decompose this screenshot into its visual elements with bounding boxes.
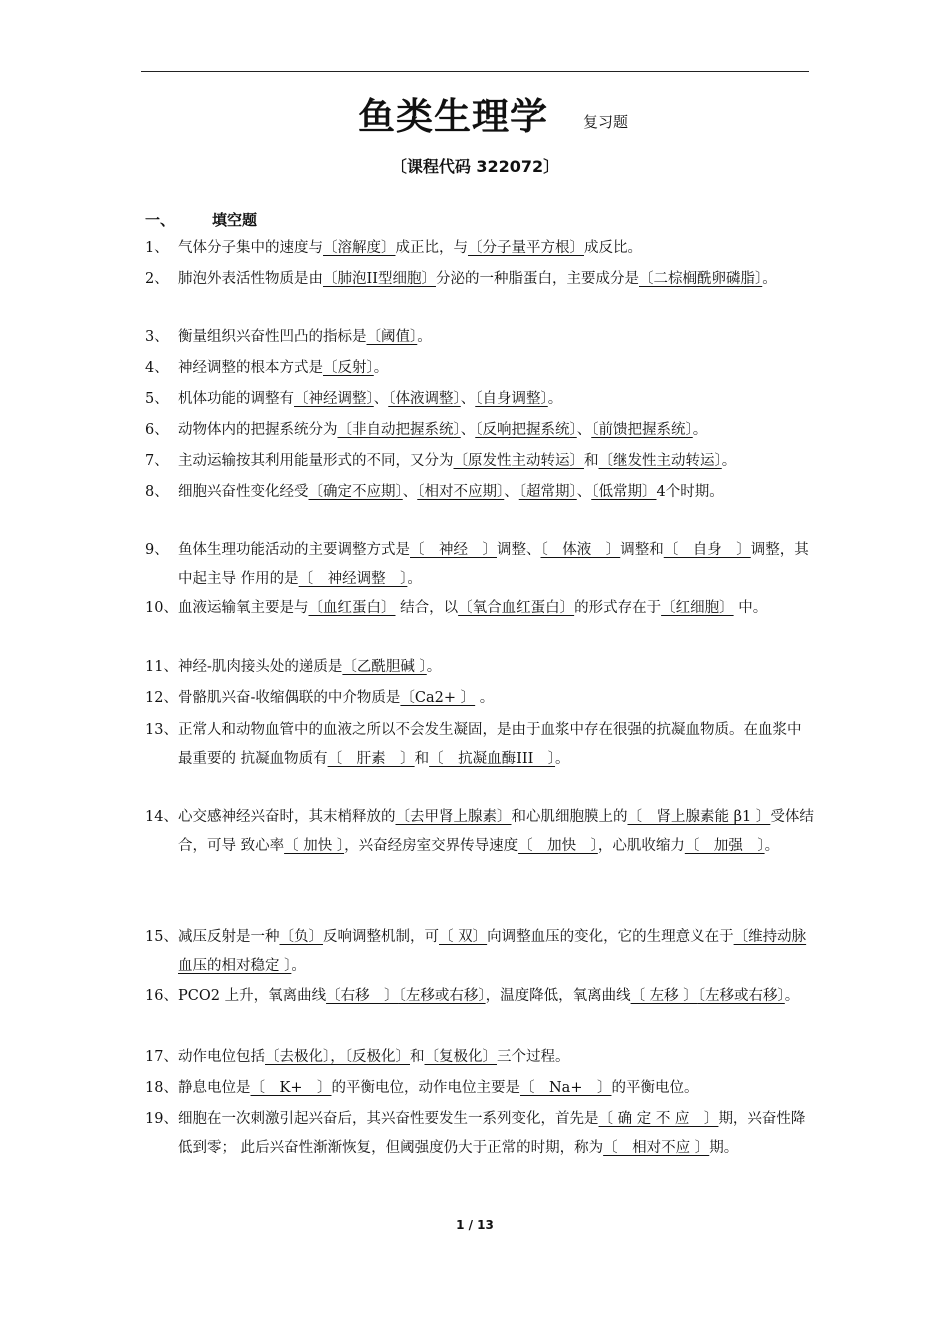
- question-item: [145, 416, 815, 445]
- answer-blank: 〔 自身 〕: [663, 542, 751, 558]
- answer-blank: 〔Ca2+ 〕: [400, 690, 476, 706]
- question-fragment: 。: [373, 360, 389, 376]
- answer-blank: 〔自身调整〕: [475, 391, 548, 407]
- question-number: 11、: [145, 659, 178, 675]
- answer-blank: 〔肺泡II型细胞〕: [323, 271, 436, 287]
- answer-blank: 〔氧合血红蛋白〕: [458, 600, 575, 616]
- question-fragment: 调整和: [620, 542, 664, 558]
- question-fragment: ，温度降低，氧离曲线: [485, 988, 631, 1004]
- question-fragment: 的平衡电位，动作电位主要是: [331, 1080, 520, 1096]
- question-text: [178, 1043, 815, 1072]
- question-fragment: 调整、: [497, 542, 541, 558]
- question-item: [145, 447, 815, 476]
- question-fragment: 神经调整的根本方式是: [178, 360, 323, 376]
- answer-blank: 〔分子量平方根〕: [468, 240, 584, 256]
- answer-blank: 〔 加快 〕: [518, 838, 598, 854]
- question-fragment: 和: [410, 1049, 425, 1065]
- question-item: [145, 803, 815, 861]
- question-number: 1、: [145, 240, 169, 256]
- question-fragment: 期。: [709, 1140, 739, 1156]
- question-fragment: 心交感神经兴奋时，其末梢释放的: [178, 809, 396, 825]
- answer-blank: 〔溶解度〕: [323, 240, 396, 256]
- answer-blank: 〔 双〕: [439, 929, 488, 945]
- question-fragment: 细胞在一次刺激引起兴奋后，其兴奋性要发生一系列变化，首先是: [178, 1111, 599, 1127]
- question-item: [145, 354, 815, 383]
- question-text: [178, 594, 815, 623]
- question-item: [145, 1105, 815, 1163]
- question-item: [145, 1074, 815, 1103]
- question-number: 12、: [145, 690, 178, 706]
- answer-blank: 〔维持动脉血压的相对稳定 〕: [178, 929, 807, 974]
- question-number: 6、: [145, 422, 169, 438]
- answer-blank: 〔乙酰胆碱 〕: [342, 659, 427, 675]
- question-fragment: 动作电位包括: [178, 1049, 265, 1065]
- question-fragment: 静息电位是: [178, 1080, 251, 1096]
- question-number: 7、: [145, 453, 169, 469]
- question-fragment: 成正比，与: [395, 240, 468, 256]
- question-item: [145, 385, 815, 414]
- question-fragment: 细胞兴奋性变化经受: [178, 484, 309, 500]
- question-item: [145, 536, 815, 594]
- question-number: 9、: [145, 542, 169, 558]
- question-fragment: 机体功能的调整有: [178, 391, 294, 407]
- question-text: [178, 803, 815, 861]
- question-number: 15、: [145, 929, 178, 945]
- question-fragment: 。: [764, 838, 780, 854]
- top-rule: [141, 71, 809, 72]
- answer-blank: 〔低常期〕: [591, 484, 657, 500]
- question-fragment: 主动运输按其利用能量形式的不同，又分为: [178, 453, 454, 469]
- question-number: 13、: [145, 722, 178, 738]
- question-fragment: 、: [576, 484, 592, 500]
- question-number: 14、: [145, 809, 178, 825]
- answer-blank: 〔 加强 〕: [684, 838, 765, 854]
- question-fragment: 。: [426, 659, 442, 675]
- question-text: [178, 716, 815, 774]
- question-fragment: 。: [784, 988, 800, 1004]
- question-fragment: 神经-肌肉接头处的递质是: [178, 659, 343, 675]
- question-text: [178, 323, 815, 352]
- question-fragment: ，心肌收缩力: [597, 838, 685, 854]
- answer-blank: 〔右移 〕: [326, 988, 399, 1004]
- answer-blank: 〔 神经调整 〕: [298, 571, 408, 587]
- question-fragment: 、: [576, 422, 592, 438]
- answer-blank: 〔左移或右移〕: [697, 988, 785, 1004]
- document-title: 鱼类生理学: [358, 95, 548, 138]
- answer-blank: 〔 肾上腺素能 β1 〕: [627, 809, 771, 825]
- question-fragment: 减压反射是一种: [178, 929, 280, 945]
- question-fragment: 受体结合，可导 致心率: [178, 809, 814, 854]
- question-text: [178, 265, 815, 294]
- question-text: [178, 982, 815, 1011]
- question-number: 3、: [145, 329, 169, 345]
- question-fragment: 衡量组织兴奋性凹凸的指标是: [178, 329, 367, 345]
- answer-blank: 〔去极化〕，〔反极化〕: [265, 1049, 410, 1065]
- answer-blank: 〔非自动把握系统〕: [337, 422, 461, 438]
- question-fragment: 、: [402, 484, 418, 500]
- question-number: 5、: [145, 391, 169, 407]
- question-fragment: 、: [460, 391, 476, 407]
- answer-blank: 〔 肝素 〕: [327, 751, 415, 767]
- answer-blank: 〔二棕榈酰卵磷脂〕: [638, 271, 763, 287]
- answer-blank: 〔前馈把握系统〕: [591, 422, 693, 438]
- answer-blank: 〔原发性主动转运〕: [453, 453, 584, 469]
- question-fragment: 分泌的一种脂蛋白，主要成分是: [435, 271, 639, 287]
- question-fragment: 、: [504, 484, 519, 500]
- question-number: 8、: [145, 484, 169, 500]
- question-fragment: 。: [291, 958, 306, 974]
- question-fragment: 。: [555, 751, 570, 767]
- question-fragment: 。: [475, 690, 495, 706]
- answer-blank: 〔 Na+ 〕: [519, 1080, 612, 1096]
- section-title: 填空题: [212, 211, 258, 229]
- question-item: [145, 982, 815, 1011]
- answer-blank: 〔 确 定 不 应 〕: [598, 1111, 719, 1127]
- answer-blank: 〔负〕: [279, 929, 323, 945]
- question-text: [178, 1074, 815, 1103]
- question-fragment: 三个过程。: [497, 1049, 570, 1065]
- question-fragment: 和心肌细胞膜上的: [511, 809, 628, 825]
- section-number: 一、: [145, 211, 176, 229]
- question-fragment: 。: [692, 422, 708, 438]
- question-item: [145, 234, 815, 263]
- question-fragment: 的平衡电位。: [611, 1080, 699, 1096]
- question-fragment: 骨骼肌兴奋-收缩偶联的中介物质是: [178, 690, 401, 706]
- course-code: 〔课程代码 322072〕: [390, 157, 560, 176]
- question-fragment: 成反比。: [584, 240, 642, 256]
- question-fragment: 。: [721, 453, 737, 469]
- question-fragment: 向调整血压的变化，它的生理意义在于: [487, 929, 734, 945]
- question-fragment: 和: [414, 751, 430, 767]
- question-fragment: 鱼体生理功能活动的主要调整方式是: [178, 542, 410, 558]
- question-text: [178, 385, 815, 414]
- answer-blank: 〔 神经 〕: [410, 542, 497, 558]
- question-number: 18、: [145, 1080, 178, 1096]
- question-fragment: PCO2 上升，氧离曲线: [178, 988, 327, 1004]
- question-fragment: 中。: [733, 600, 768, 616]
- question-fragment: 肺泡外表活性物质是由: [178, 271, 323, 287]
- question-fragment: 、: [373, 391, 389, 407]
- question-fragment: 和: [584, 453, 599, 469]
- question-fragment: 气体分子集中的速度与: [178, 240, 323, 256]
- answer-blank: 〔去甲肾上腺素〕: [395, 809, 512, 825]
- answer-blank: 〔体液调整〕: [388, 391, 461, 407]
- question-fragment: 的形式存在于: [574, 600, 662, 616]
- question-item: [145, 684, 815, 713]
- answer-blank: 〔左移或右移〕: [398, 988, 486, 1004]
- answer-blank: 〔 K+ 〕: [250, 1080, 332, 1096]
- question-text: [178, 416, 815, 445]
- question-fragment: 结合，以: [395, 600, 459, 616]
- question-text: [178, 478, 815, 507]
- question-text: [178, 536, 815, 594]
- question-item: [145, 653, 815, 682]
- question-fragment: 反响调整机制，可: [323, 929, 439, 945]
- answer-blank: 〔阈值〕: [366, 329, 418, 345]
- answer-blank: 〔确定不应期〕: [308, 484, 403, 500]
- question-fragment: 、: [460, 422, 476, 438]
- document-subtitle: 复习题: [583, 113, 629, 131]
- question-number: 17、: [145, 1049, 178, 1065]
- question-text: [178, 684, 815, 713]
- question-item: [145, 1043, 815, 1072]
- question-fragment: 4个时期。: [656, 484, 724, 500]
- question-number: 2、: [145, 271, 169, 287]
- question-item: [145, 594, 815, 623]
- question-text: [178, 1105, 815, 1163]
- question-fragment: ，兴奋经房室交界传导速度: [344, 838, 519, 854]
- answer-blank: 〔 相对不应 〕: [603, 1140, 710, 1156]
- page-number: 1 / 13: [456, 1218, 494, 1232]
- question-number: 10、: [145, 600, 178, 616]
- question-fragment: 调整，其中起主导 作用的是: [178, 542, 809, 587]
- question-fragment: 期，兴奋性降低到零； 此后兴奋性渐渐恢复，但阈强度仍大于正常的时期，称为: [178, 1111, 806, 1156]
- answer-blank: 〔 抗凝血酶III 〕: [429, 751, 556, 767]
- question-text: [178, 923, 815, 981]
- question-fragment: 正常人和动物血管中的血液之所以不会发生凝固，是由于血浆中存在很强的抗凝血物质。在血浆中最重要的 抗凝血物质有: [178, 722, 802, 767]
- question-number: 4、: [145, 360, 169, 376]
- answer-blank: 〔 加快 〕: [284, 838, 345, 854]
- question-item: [145, 716, 815, 774]
- question-text: [178, 234, 815, 263]
- question-number: 19、: [145, 1111, 178, 1127]
- question-item: [145, 323, 815, 352]
- question-fragment: 血液运输氧主要是与: [178, 600, 309, 616]
- question-fragment: 。: [407, 571, 422, 587]
- answer-blank: 〔神经调整〕: [294, 391, 374, 407]
- answer-blank: 〔继发性主动转运〕: [598, 453, 722, 469]
- answer-blank: 〔 左移 〕: [630, 988, 698, 1004]
- question-text: [178, 447, 815, 476]
- answer-blank: 〔相对不应期〕: [417, 484, 505, 500]
- answer-blank: 〔血红蛋白〕: [308, 600, 396, 616]
- question-fragment: 。: [417, 329, 432, 345]
- question-item: [145, 265, 815, 294]
- answer-blank: 〔 体液 〕: [540, 542, 621, 558]
- answer-blank: 〔反响把握系统〕: [475, 422, 577, 438]
- question-fragment: 。: [762, 271, 777, 287]
- question-fragment: 。: [547, 391, 563, 407]
- answer-blank: 〔红细胞〕: [661, 600, 734, 616]
- answer-blank: 〔反射〕: [323, 360, 374, 376]
- answer-blank: 〔复极化〕: [424, 1049, 497, 1065]
- question-text: [178, 354, 815, 383]
- question-fragment: 动物体内的把握系统分为: [178, 422, 338, 438]
- question-item: [145, 923, 815, 981]
- answer-blank: 〔超常期〕: [518, 484, 577, 500]
- question-item: [145, 478, 815, 507]
- question-text: [178, 653, 815, 682]
- question-number: 16、: [145, 988, 178, 1004]
